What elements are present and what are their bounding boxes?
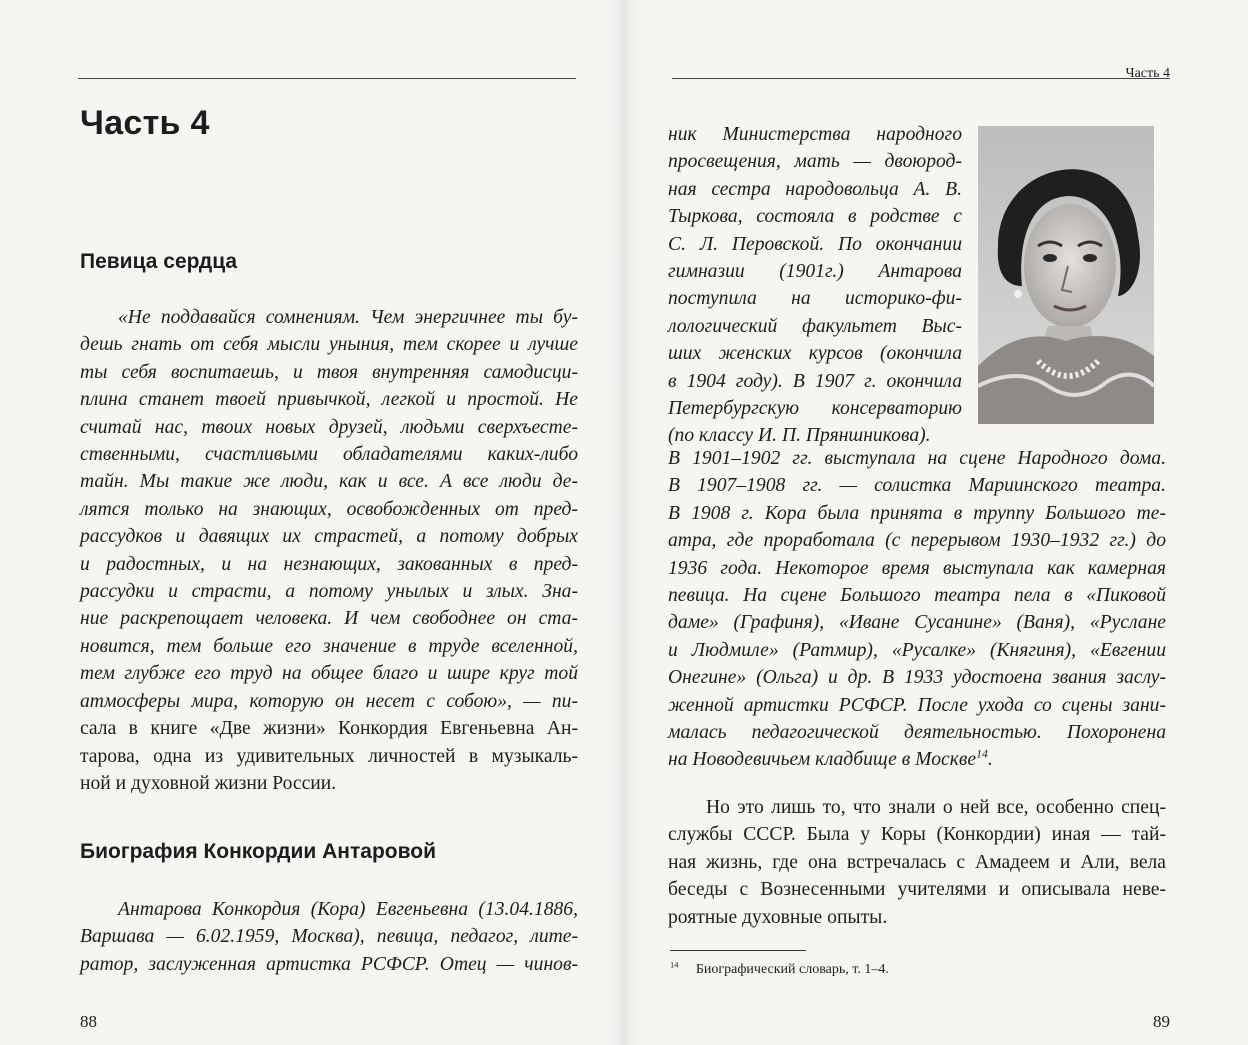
right-page: [624, 0, 1248, 1045]
text-line: плина станет твоей привычкой, легкой и простой. Не: [80, 389, 578, 411]
text-line: атмосферы мира, которую он несет с собою», — пи-: [80, 690, 578, 712]
text-line: на Новодевичьем кладбище в Москве$^{14}$.: [668, 747, 993, 771]
text-line: лятся только на знающих, освобожденных от пред-: [80, 498, 578, 520]
text-line: В 1907–1908 гг. — солистка Мариинского театра.: [668, 475, 1166, 497]
text-line: ственными, счастливыми обладателями каких-либо: [80, 444, 578, 466]
text-line: сала в книге «Две жизни» Конкордия Евгеньевна Ан-: [80, 718, 578, 740]
text-line: дешь гнать от себя мысли уныния, тем скорее и лучше: [80, 334, 578, 356]
text-line: Антарова Конкордия (Кора) Евгеньевна (13.04.1886,: [118, 899, 578, 920]
text-line: В 1901–1902 гг. выступала на сцене Народного дома.: [668, 448, 1166, 469]
text-line: С. Л. Перовской. По окончании: [668, 233, 962, 255]
bio-paragraph: [80, 896, 578, 978]
portrait-photo: [978, 126, 1154, 424]
page-number-left: 88: [80, 1012, 97, 1031]
text-line: и радостных, и на незнающих, закованных в пред-: [80, 553, 578, 575]
text-line: тарова, одна из удивительных личностей в музыкаль-: [80, 745, 578, 767]
text-line: ты себя воспитаешь, и твоя внутренняя самодисци-: [80, 361, 578, 383]
quote-regular-block: [80, 715, 578, 797]
secret-life-text-block: [668, 794, 1166, 931]
footnote-reference: 14: [976, 747, 988, 761]
text-line: женной артистки РСФСР. После ухода со сцены зани-: [668, 694, 1166, 716]
text-line: ние раскрепощает человека. И чем свободнее он ста-: [80, 608, 578, 630]
text-line: ших женских курсов (окончила: [668, 343, 962, 365]
text-line: и Людмиле» (Ратмир), «Русалке» (Княгиня), «Евгении: [668, 639, 1166, 661]
running-header: Часть 4: [1125, 66, 1170, 81]
footnote-number: 14: [670, 960, 679, 970]
text-line: Онегине» (Ольга) и др. В 1933 удостоена звания заслу-: [668, 667, 1166, 689]
text-line: ной и духовной жизни России.: [80, 772, 337, 794]
chapter-title: Часть 4: [80, 104, 210, 142]
page-number-right: 89: [1153, 1012, 1170, 1031]
text-line: тайн. Мы такие же люди, как и все. А все люди де-: [80, 471, 578, 493]
text-line: в 1904 году). В 1907 г. окончила: [668, 370, 962, 392]
text-line: рассудков и давящих их страстей, а потому добрых: [80, 526, 578, 548]
text-line: ная сестра народовольца А. В.: [668, 178, 962, 200]
section-title-singer: Певица сердца: [80, 250, 238, 273]
bio-continuation-full: [668, 445, 1166, 774]
text-line: (по классу И. П. Пряншникова).: [668, 425, 931, 447]
footnote-rule: [670, 950, 806, 951]
quote-italic-block: [80, 304, 578, 715]
text-line: ник Министерства народного: [668, 124, 962, 145]
text-line: службы СССР. Была у Коры (Конкордии) иная — тай-: [668, 824, 1166, 846]
quote-paragraph: [80, 304, 578, 797]
text-line: певица. На сцене Большого театра пела в «Пиковой: [668, 585, 1166, 607]
text-line: Тыркова, состояла в родстве с: [668, 206, 962, 228]
footnote-text: Биографический словарь, т. 1–4.: [695, 962, 889, 977]
text-line: 1936 года. Некоторое время выступала как камерная: [668, 557, 1166, 579]
portrait-image: [978, 126, 1154, 424]
text-line: В 1908 г. Кора была принята в труппу Большого те-: [668, 502, 1166, 524]
header-rule-right: [672, 78, 1170, 79]
footnote: [670, 962, 889, 978]
bio-italic-block: [80, 896, 578, 978]
text-line: тем глубже его труд на общее благо и шире круг той: [80, 663, 578, 685]
text-line: просвещения, мать — двоюрод-: [668, 151, 962, 173]
text-line: Петербургскую консерваторию: [668, 398, 962, 420]
text-line: Варшава — 6.02.1959, Москва), певица, педагог, лите-: [80, 926, 578, 948]
text-line: ратор, заслуженная артистка РСФСР. Отец — чинов-: [80, 953, 578, 975]
text-line: беседы с Вознесенными учителями и описывала неве-: [668, 879, 1166, 901]
text-line: ная жизнь, где она встречалась с Амадеем и Али, вела: [668, 851, 1166, 873]
bio-continuation-wrapped: [668, 121, 962, 450]
text-line: новится, тем больше его значение в труде вселенной,: [80, 635, 578, 657]
text-line: лологический факультет Выс-: [668, 315, 962, 337]
text-line: рассудки и страсти, а потому унылых и злых. Зна-: [80, 581, 578, 603]
text-line: даме» (Графиня), «Иване Сусанине» (Ваня), «Руслане: [668, 612, 1166, 634]
text-line: Но это лишь то, что знали о ней все, особенно спец-: [706, 797, 1166, 818]
text-line: малась педагогической деятельностью. Похоронена: [668, 722, 1166, 744]
secret-life-paragraph: [668, 794, 1166, 931]
text-line: «Не поддавайся сомнениям. Чем энергичнее ты бу-: [118, 307, 578, 328]
bio-full-italic-block: [668, 445, 1166, 774]
bio-wrapped-italic-block: [668, 121, 962, 450]
text-line: атра, где проработала (с перерывом 1930–1932 гг.) до: [668, 530, 1166, 552]
text-line: поступила на историко-фи-: [668, 288, 962, 310]
text-line: гимназии (1901г.) Антарова: [668, 261, 962, 283]
section-title-biography: Биография Конкордии Антаровой: [80, 840, 436, 863]
header-rule-left: [78, 78, 576, 79]
text-line: считай нас, твоих новых друзей, людьми сверхъесте-: [80, 416, 578, 438]
text-line: роятные духовные опыты.: [668, 906, 888, 928]
